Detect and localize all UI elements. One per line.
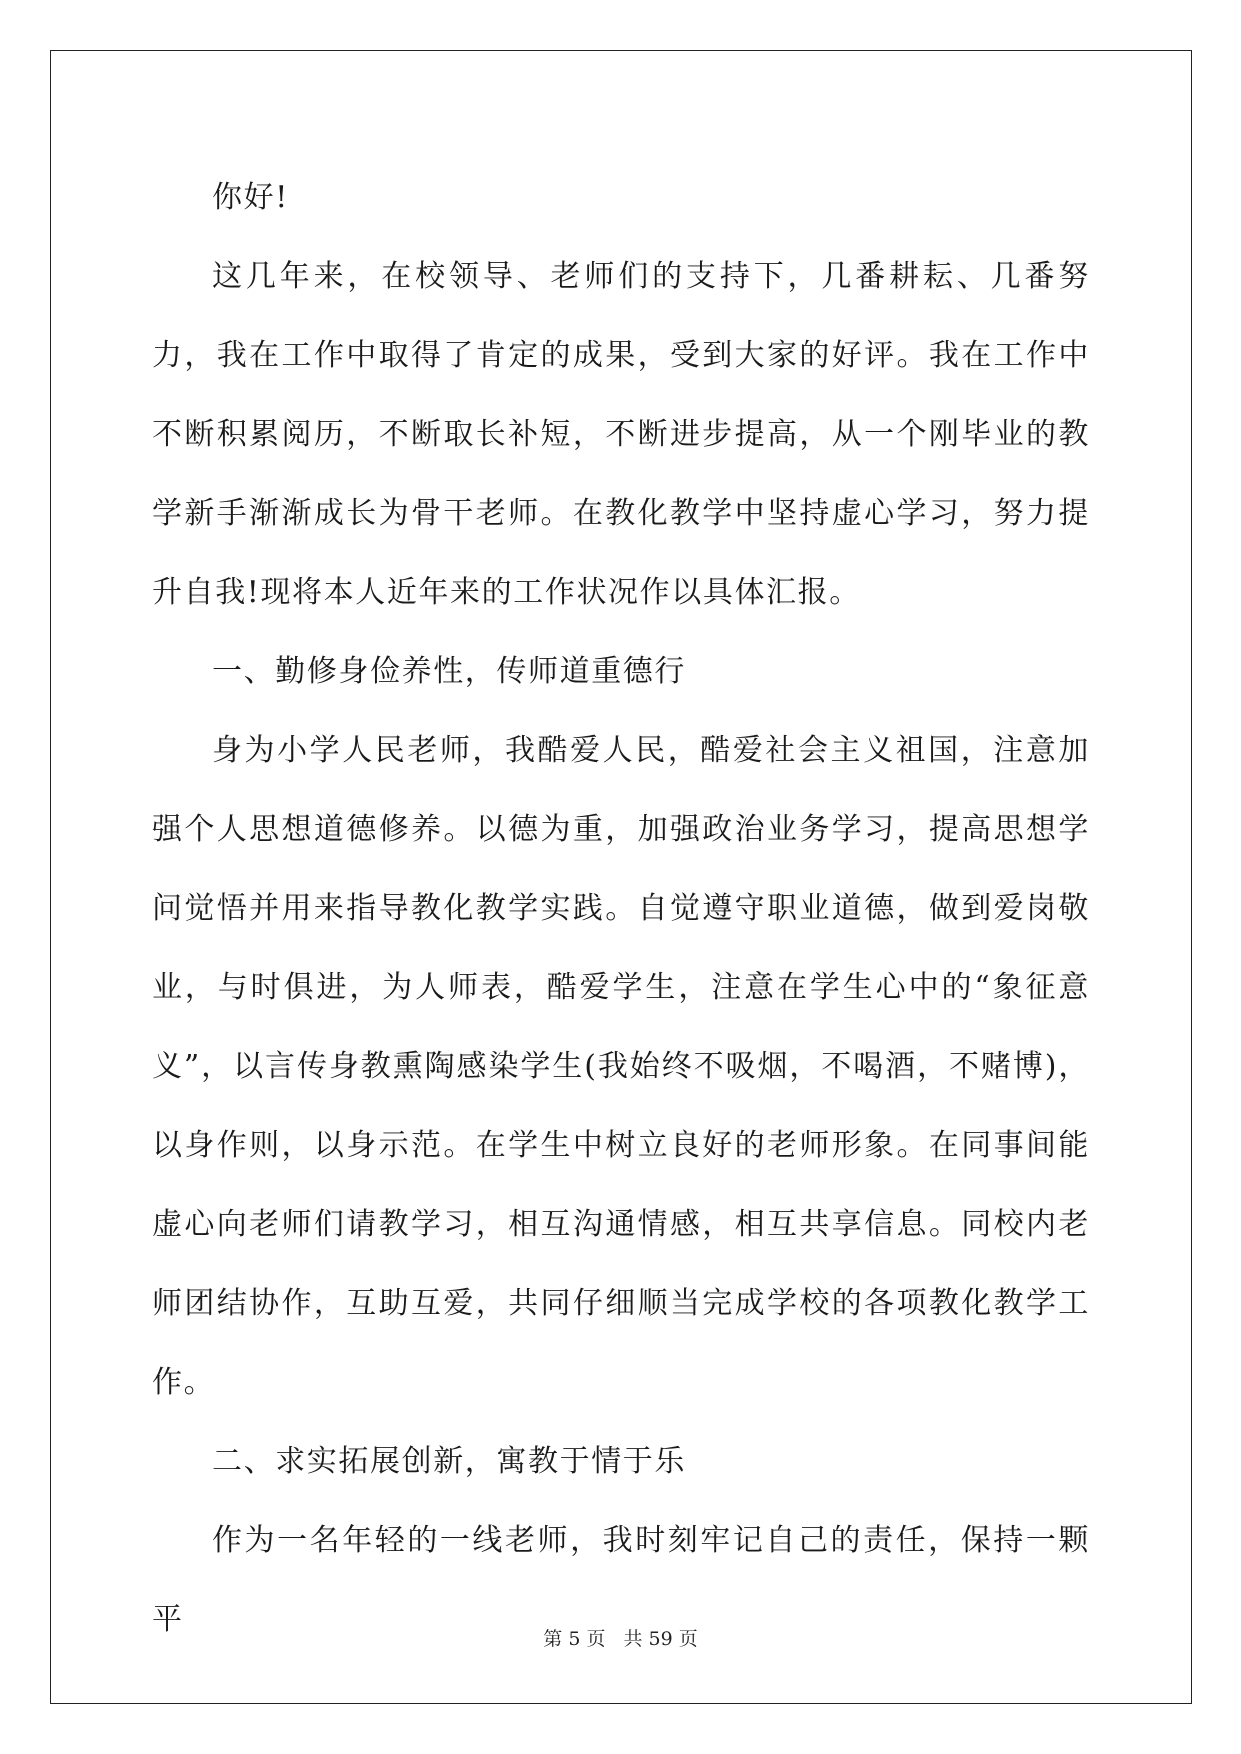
document-body: [152, 158, 1090, 1659]
greeting-paragraph: 你好!: [212, 180, 289, 215]
section-heading: 二、求实拓展创新，寓教于情于乐: [212, 1444, 686, 1479]
body-paragraph: 身为小学人民老师，我酷爱人民，酷爱社会主义祖国，注意加强个人思想道德修养。以德为重，加强政治业务学习，提高思想学问觉悟并用来指导教化教学实践。自觉遵守职业道德，做到爱岗敬业，与时俱进，为人师表，酷爱学生，注意在学生心中的“象征意义”，以言传身教熏陶感染学生(我始终不吸烟，不喝酒，不赌博)，以身作则，以身示范。在学生中树立良好的老师形象。在同事间能虚心向老师们请教学习，相互沟通情感，相互共享信息。同校内老师团结协作，互助互爱，共同仔细顺当完成学校的各项教化教学工作。: [152, 733, 1090, 1400]
page-number: 第 5 页: [543, 1628, 606, 1650]
body-paragraph: 作为一名年轻的一线老师，我时刻牢记自己的责任，保持一颗平: [152, 1523, 1090, 1637]
page-total: 共 59 页: [623, 1628, 698, 1650]
page-footer: [0, 1627, 1241, 1651]
body-paragraph: 这几年来，在校领导、老师们的支持下，几番耕耘、几番努力，我在工作中取得了肯定的成果，受到大家的好评。我在工作中不断积累阅历，不断取长补短，不断进步提高，从一个刚毕业的教学新手渐渐成长为骨干老师。在教化教学中坚持虚心学习，努力提升自我!现将本人近年来的工作状况作以具体汇报。: [152, 259, 1090, 610]
section-heading: 一、勤修身俭养性，传师道重德行: [212, 654, 686, 689]
